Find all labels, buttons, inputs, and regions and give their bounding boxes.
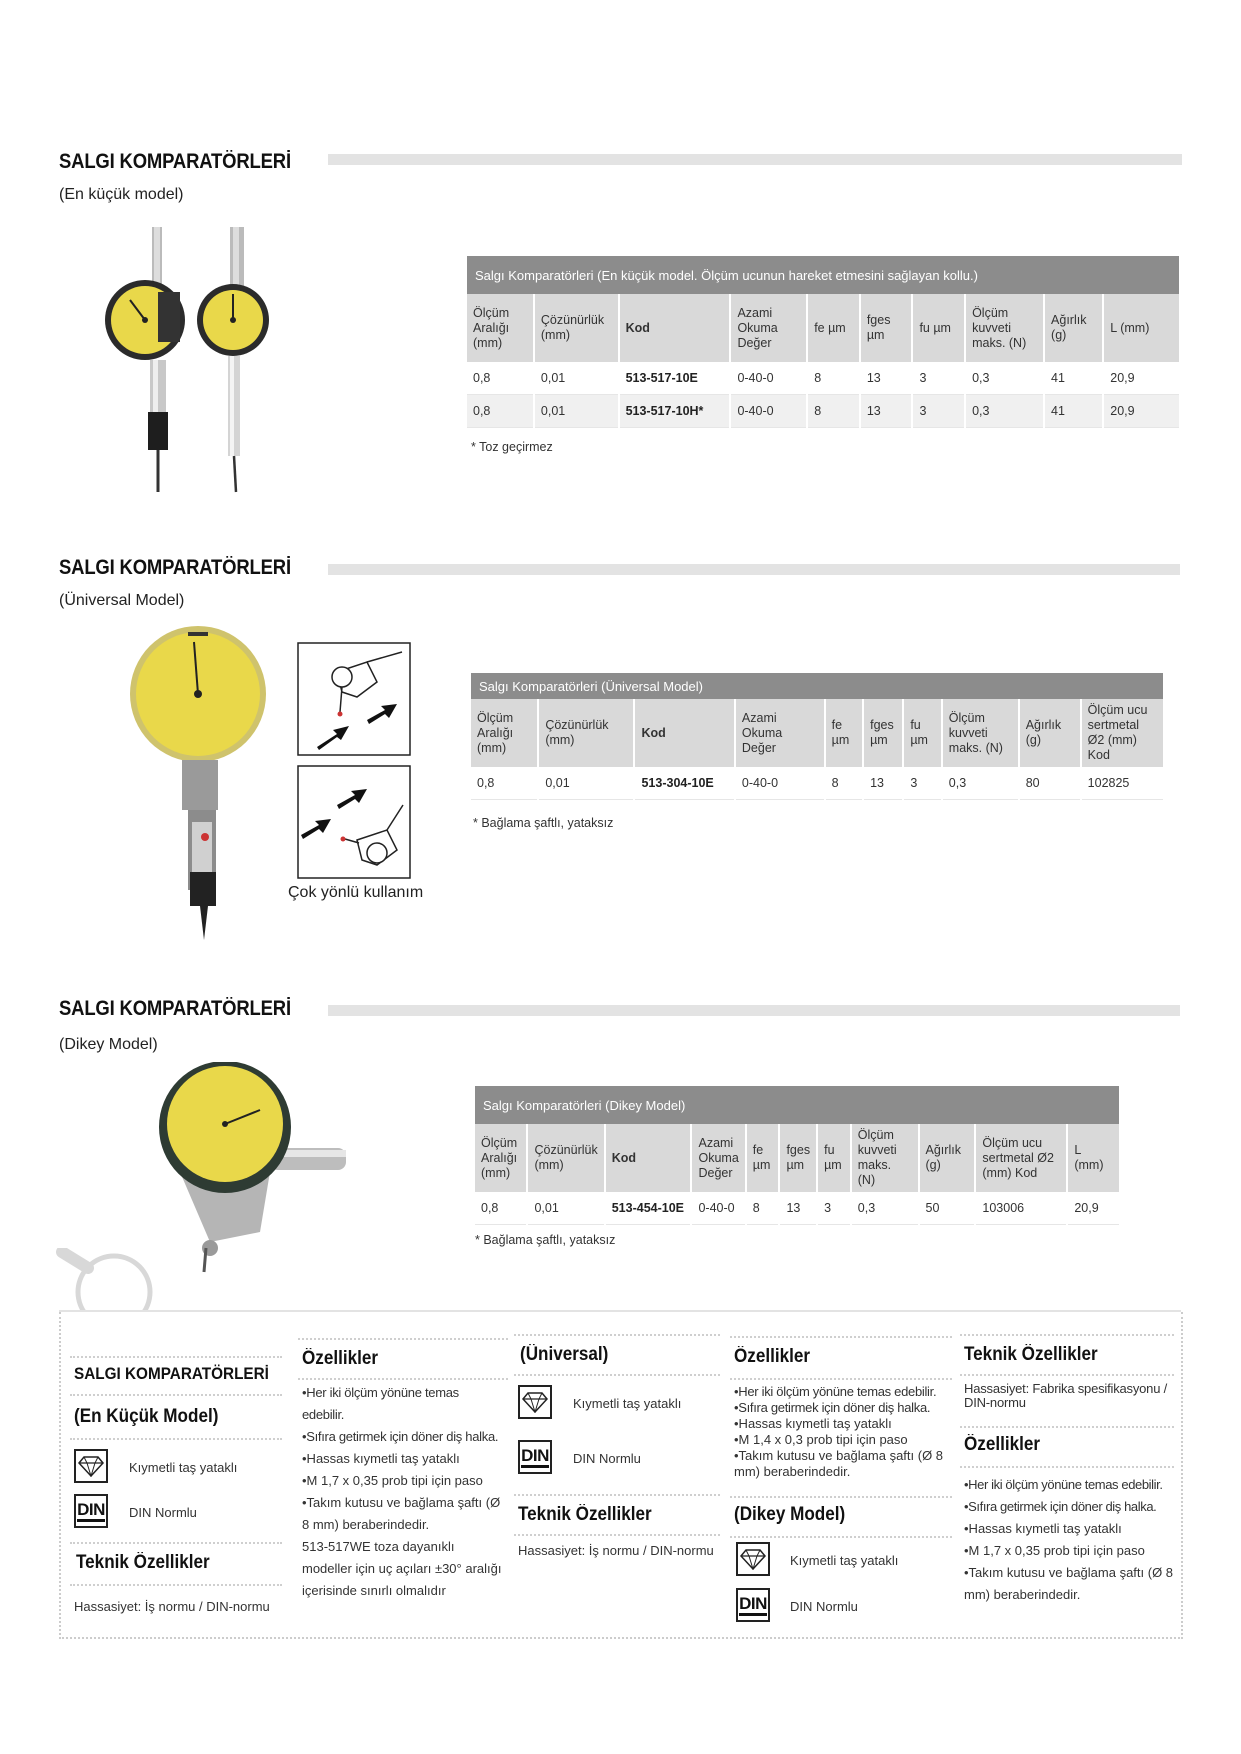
col5-tech-title: Teknik Özellikler bbox=[964, 1344, 1098, 1365]
din-text: DIN bbox=[521, 1447, 549, 1468]
list-item: •Sıfıra getirmek için döner diş halka. bbox=[734, 1400, 931, 1415]
cell: 0-40-0 bbox=[730, 362, 807, 395]
header-cell: Ağırlık (g) bbox=[1044, 294, 1103, 362]
divider bbox=[960, 1426, 1174, 1428]
header-cell: fu µm bbox=[912, 294, 965, 362]
cell: 103006 bbox=[975, 1192, 1067, 1225]
din-icon bbox=[518, 1440, 552, 1474]
header-cell: Kod bbox=[634, 699, 734, 767]
cell: 0,01 bbox=[527, 1192, 604, 1225]
divider bbox=[730, 1378, 952, 1380]
col4-model: (Dikey Model) bbox=[734, 1504, 846, 1525]
cell: 20,9 bbox=[1067, 1192, 1119, 1225]
header-cell: Ölçüm Aralığı (mm) bbox=[467, 294, 534, 362]
header-cell: Azami Okuma Değer bbox=[735, 699, 825, 767]
list-item: •Hassas kıymetli taş yataklı bbox=[734, 1416, 892, 1431]
section1-bar bbox=[328, 154, 1182, 165]
din-icon bbox=[736, 1588, 770, 1622]
cell: 0-40-0 bbox=[730, 395, 807, 428]
din-text: DIN bbox=[739, 1595, 767, 1616]
cell: 0,8 bbox=[471, 767, 538, 800]
header-cell: Azami Okuma Değer bbox=[730, 294, 807, 362]
col3-icon2-label: DIN Normlu bbox=[573, 1451, 641, 1466]
list-item: •Sıfıra getirmek için döner diş halka. bbox=[302, 1429, 499, 1444]
header-cell: Kod bbox=[619, 294, 731, 362]
divider bbox=[70, 1356, 282, 1358]
section2-title: SALGI KOMPARATÖRLERİ bbox=[59, 556, 291, 579]
table-caption: Salgı Komparatörleri (Üniversal Model) bbox=[471, 673, 1163, 699]
cell: 41 bbox=[1044, 362, 1103, 395]
header-cell: Çözünürlük (mm) bbox=[538, 699, 634, 767]
divider bbox=[70, 1584, 282, 1586]
table-caption: Salgı Komparatörleri (En küçük model. Ölçüm ucunun hareket etmesini sağlayan kollu.) bbox=[467, 256, 1179, 294]
section1-table bbox=[467, 256, 1179, 428]
divider bbox=[514, 1374, 720, 1376]
col1-title: SALGI KOMPARATÖRLERİ bbox=[74, 1364, 269, 1383]
col1-tech-text: Hassasiyet: İş normu / DIN-normu bbox=[74, 1599, 270, 1614]
list-item: •Her iki ölçüm yönüne temas edebilir. bbox=[302, 1385, 459, 1422]
divider bbox=[514, 1534, 720, 1536]
section1-title: SALGI KOMPARATÖRLERİ bbox=[59, 150, 291, 173]
divider bbox=[70, 1438, 282, 1440]
cell: 0,01 bbox=[534, 362, 619, 395]
header-cell: Ölçüm Aralığı (mm) bbox=[475, 1124, 527, 1192]
header-cell: fe µm bbox=[825, 699, 863, 767]
usage-diagram-1 bbox=[297, 642, 411, 756]
col3-icon1-label: Kıymetli taş yataklı bbox=[573, 1396, 682, 1411]
product-image-universal-indicator bbox=[130, 622, 280, 942]
divider bbox=[514, 1334, 720, 1336]
table-row bbox=[467, 362, 1179, 395]
divider bbox=[298, 1378, 508, 1380]
cell: 0-40-0 bbox=[691, 1192, 745, 1225]
section3-subtitle: (Dikey Model) bbox=[59, 1036, 158, 1053]
header-cell: fe µm bbox=[807, 294, 860, 362]
header-cell: fges µm bbox=[779, 1124, 817, 1192]
table-row bbox=[471, 767, 1163, 800]
product-image-small-indicators bbox=[100, 222, 300, 502]
list-item: •Her iki ölçüm yönüne temas edebilir. bbox=[964, 1477, 1163, 1492]
header-cell: Ölçüm ucu sertmetal Ø2 (mm) Kod bbox=[975, 1124, 1067, 1192]
header-cell: fe µm bbox=[746, 1124, 780, 1192]
section3-table bbox=[475, 1086, 1119, 1225]
section2-note: * Bağlama şaftlı, yataksız bbox=[473, 816, 614, 830]
cell: 0,3 bbox=[942, 767, 1019, 800]
list-item: •M 1,7 x 0,35 prob tipi için paso bbox=[964, 1543, 1145, 1558]
col4-title: Özellikler bbox=[734, 1346, 811, 1367]
col3-tech-text: Hassasiyet: İş normu / DIN-normu bbox=[518, 1543, 714, 1558]
col5-title: Özellikler bbox=[964, 1434, 1041, 1455]
header-cell: Çözünürlük (mm) bbox=[527, 1124, 604, 1192]
col1-tech-title: Teknik Özellikler bbox=[76, 1552, 210, 1573]
usage-diagram-2 bbox=[297, 765, 411, 879]
list-item: •M 1,4 x 0,3 prob tipi için paso bbox=[734, 1432, 908, 1447]
list-item: •Her iki ölçüm yönüne temas edebilir. bbox=[734, 1384, 937, 1399]
section1-subtitle: (En küçük model) bbox=[59, 186, 184, 203]
cell: 13 bbox=[860, 362, 913, 395]
cell: 8 bbox=[807, 362, 860, 395]
header-cell: Ağırlık (g) bbox=[1019, 699, 1081, 767]
cell: 8 bbox=[807, 395, 860, 428]
header-cell: L (mm) bbox=[1103, 294, 1179, 362]
table-caption: Salgı Komparatörleri (Dikey Model) bbox=[475, 1086, 1119, 1124]
table-row bbox=[475, 1192, 1119, 1225]
divider bbox=[730, 1536, 952, 1538]
din-text: DIN bbox=[77, 1501, 105, 1522]
product-image-vertical-indicator bbox=[150, 1062, 350, 1282]
gem-icon bbox=[74, 1449, 108, 1483]
col5-list bbox=[964, 1474, 1174, 1606]
section2-subtitle: (Üniversal Model) bbox=[59, 592, 185, 609]
list-item: •Takım kutusu ve bağlama şaftı (Ø 8 mm) beraberindedir. bbox=[964, 1565, 1174, 1602]
header-cell: Ölçüm kuvveti maks. (N) bbox=[851, 1124, 919, 1192]
col3-tech-title: Teknik Özellikler bbox=[518, 1504, 652, 1525]
section2-bar bbox=[328, 564, 1180, 575]
col5-tech-text: Hassasiyet: Fabrika spesifikasyonu / DIN-normu bbox=[964, 1381, 1168, 1410]
header-cell: Azami Okuma Değer bbox=[691, 1124, 745, 1192]
header-cell: fu µm bbox=[817, 1124, 851, 1192]
cell: 8 bbox=[825, 767, 863, 800]
cell: 513-517-10E bbox=[619, 362, 731, 395]
gem-icon bbox=[736, 1542, 770, 1576]
col3-model: (Üniversal) bbox=[520, 1344, 609, 1365]
divider bbox=[960, 1334, 1174, 1336]
din-icon bbox=[74, 1494, 108, 1528]
section3-note: * Bağlama şaftlı, yataksız bbox=[475, 1233, 616, 1247]
header-cell: Ölçüm ucu sertmetal Ø2 (mm) Kod bbox=[1081, 699, 1163, 767]
divider bbox=[960, 1374, 1174, 1376]
list-item: •Sıfıra getirmek için döner diş halka. bbox=[964, 1499, 1157, 1514]
list-item: •Takım kutusu ve bağlama şaftı (Ø 8 mm) beraberindedir. bbox=[302, 1495, 501, 1532]
cell: 0-40-0 bbox=[735, 767, 825, 800]
col1-icon2-label: DIN Normlu bbox=[129, 1505, 197, 1520]
cell: 513-304-10E bbox=[634, 767, 734, 800]
header-cell: fu µm bbox=[903, 699, 941, 767]
header-cell: fges µm bbox=[860, 294, 913, 362]
cell: 0,01 bbox=[538, 767, 634, 800]
col4-icon2-label: DIN Normlu bbox=[790, 1599, 858, 1614]
cell: 3 bbox=[817, 1192, 851, 1225]
gem-icon bbox=[518, 1385, 552, 1419]
cell: 3 bbox=[912, 362, 965, 395]
divider bbox=[960, 1466, 1174, 1468]
divider bbox=[70, 1542, 282, 1544]
header-cell: Kod bbox=[605, 1124, 692, 1192]
cell: 513-517-10H* bbox=[619, 395, 731, 428]
list-item: •M 1,7 x 0,35 prob tipi için paso bbox=[302, 1473, 483, 1488]
cell: 13 bbox=[863, 767, 903, 800]
col2-title: Özellikler bbox=[302, 1348, 379, 1369]
cell: 0,8 bbox=[467, 362, 534, 395]
divider bbox=[730, 1496, 952, 1498]
cell: 0,01 bbox=[534, 395, 619, 428]
list-item: •Hassas kıymetli taş yataklı bbox=[302, 1451, 460, 1466]
section3-bar bbox=[328, 1005, 1180, 1016]
list-item: •Takım kutusu ve bağlama şaftı (Ø 8 mm) beraberindedir. bbox=[734, 1448, 944, 1479]
cell: 50 bbox=[919, 1192, 976, 1225]
cell: 0,8 bbox=[475, 1192, 527, 1225]
header-cell: Ölçüm kuvveti maks. (N) bbox=[965, 294, 1044, 362]
list-item: •Hassas kıymetli taş yataklı bbox=[964, 1521, 1122, 1536]
section3-title: SALGI KOMPARATÖRLERİ bbox=[59, 997, 291, 1020]
header-cell: L (mm) bbox=[1067, 1124, 1119, 1192]
header-cell: Ağırlık (g) bbox=[919, 1124, 976, 1192]
divider bbox=[730, 1336, 952, 1338]
usage-caption: Çok yönlü kullanım bbox=[288, 884, 424, 901]
col4-list bbox=[734, 1384, 950, 1480]
divider bbox=[514, 1494, 720, 1496]
cell: 0,8 bbox=[467, 395, 534, 428]
cell: 3 bbox=[903, 767, 941, 800]
cell: 20,9 bbox=[1103, 395, 1179, 428]
header-cell: Ölçüm Aralığı (mm) bbox=[471, 699, 538, 767]
cell: 20,9 bbox=[1103, 362, 1179, 395]
col4-icon1-label: Kıymetli taş yataklı bbox=[790, 1553, 899, 1568]
cell: 80 bbox=[1019, 767, 1081, 800]
cell: 513-454-10E bbox=[605, 1192, 692, 1225]
cell: 8 bbox=[746, 1192, 780, 1225]
table-row bbox=[467, 395, 1179, 428]
cell: 102825 bbox=[1081, 767, 1163, 800]
divider bbox=[70, 1394, 282, 1396]
header-cell: Çözünürlük (mm) bbox=[534, 294, 619, 362]
list-item: 513-517WE toza dayanıklı modeller için uç açıları ±30° aralığı içerisinde sınırlı olmalıdır bbox=[302, 1539, 502, 1598]
col1-model: (En Küçük Model) bbox=[74, 1406, 219, 1427]
cell: 13 bbox=[860, 395, 913, 428]
section1-note: * Toz geçirmez bbox=[471, 440, 553, 454]
col2-list bbox=[302, 1382, 504, 1602]
cell: 0,3 bbox=[851, 1192, 919, 1225]
col1-icon1-label: Kıymetli taş yataklı bbox=[129, 1460, 238, 1475]
section2-table bbox=[471, 673, 1163, 800]
cell: 0,3 bbox=[965, 362, 1044, 395]
header-cell: fges µm bbox=[863, 699, 903, 767]
cell: 0,3 bbox=[965, 395, 1044, 428]
cell: 41 bbox=[1044, 395, 1103, 428]
cell: 3 bbox=[912, 395, 965, 428]
divider bbox=[298, 1338, 508, 1340]
header-cell: Ölçüm kuvveti maks. (N) bbox=[942, 699, 1019, 767]
cell: 13 bbox=[779, 1192, 817, 1225]
